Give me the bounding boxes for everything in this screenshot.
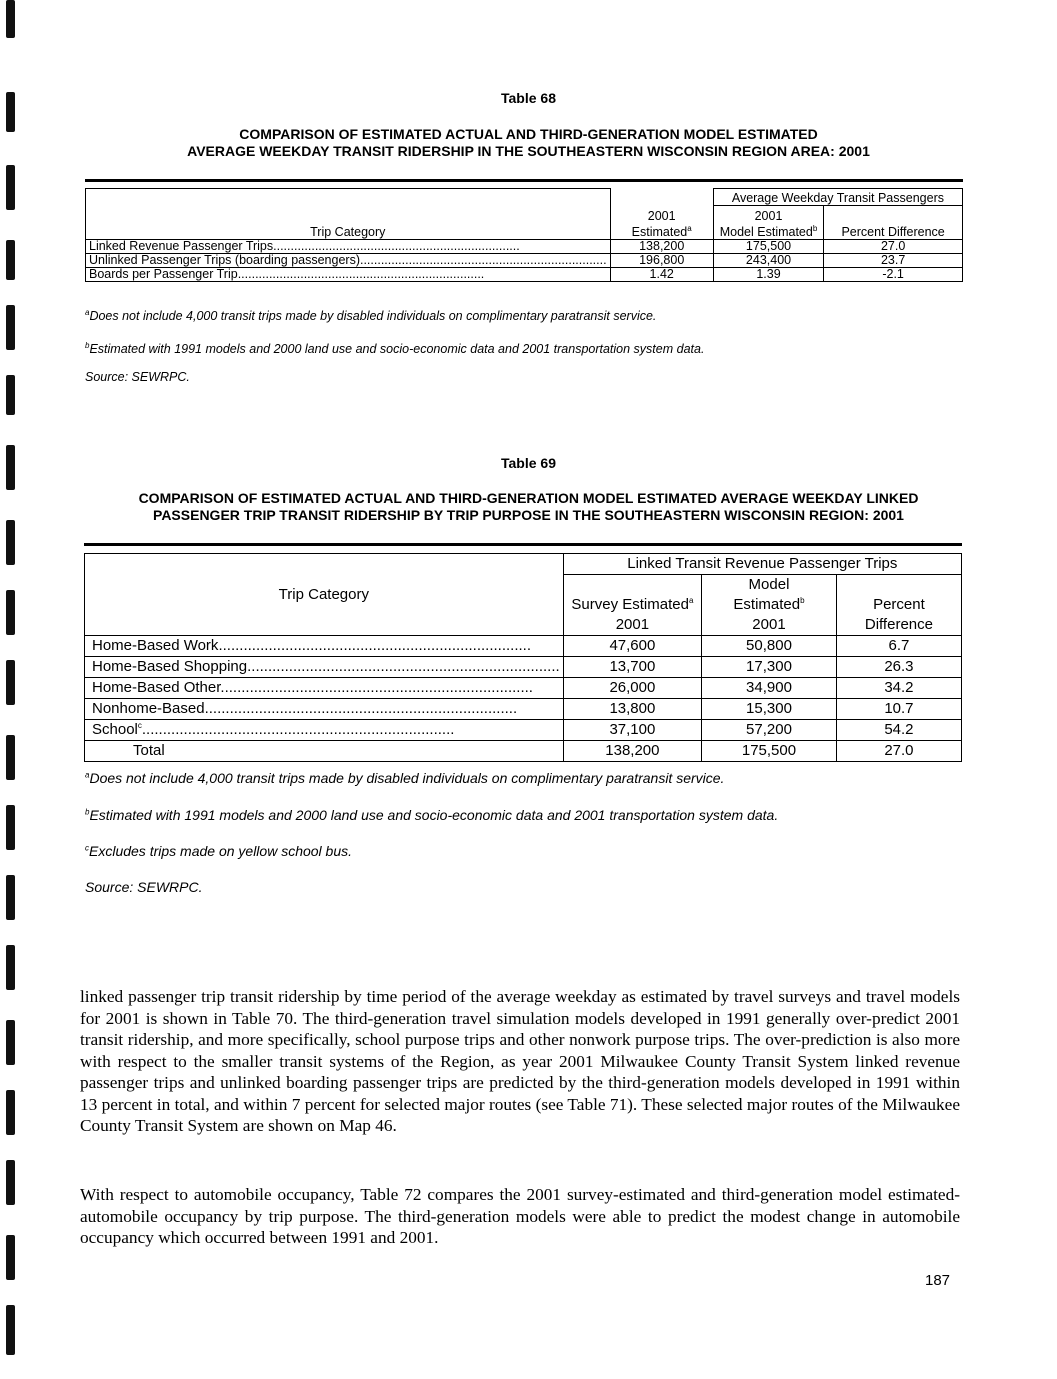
table69-cell-survey: 37,100 <box>563 720 701 741</box>
table69-note-b: $^b$Estimated with 1991 models and 2000 land use and socio-economic data and 2001 transportation system data. <box>85 807 779 823</box>
scan-mark <box>6 305 15 350</box>
table68-cell-diff: 23.7 <box>824 254 963 268</box>
table68-cell-estimated: 138,200 <box>610 240 713 254</box>
table69-row-category: Home-Based Work........................................................................... <box>85 636 564 657</box>
scan-mark <box>6 945 15 990</box>
table69-total-label: Total <box>85 741 564 762</box>
table68-cell-model: 1.39 <box>713 268 823 282</box>
table69-top-rule <box>84 543 962 546</box>
table69-header-model-top: Model <box>702 575 837 596</box>
table69-title-line2: PASSENGER TRIP TRANSIT RIDERSHIP BY TRIP PURPOSE IN THE SOUTHEASTERN WISCONSIN REGION: 2001 <box>153 507 904 523</box>
table69-cell-survey: 13,700 <box>563 657 701 678</box>
table-row <box>85 699 962 720</box>
table69-cell-model: 17,300 <box>702 657 837 678</box>
table69-row-category: Nonhome-Based........................................................................... <box>85 699 564 720</box>
table69-header-survey-year: 2001 <box>563 615 701 636</box>
table69-cell-survey: 47,600 <box>563 636 701 657</box>
table69-title <box>0 490 1057 524</box>
scan-mark <box>6 660 15 705</box>
scan-mark <box>6 520 15 565</box>
table68-header-est-year: 2001 <box>610 206 713 223</box>
table69-group-header: Linked Transit Revenue Passenger Trips <box>563 554 961 575</box>
table69-cell-model: 50,800 <box>702 636 837 657</box>
table-total-row <box>85 741 962 762</box>
table69-note-c: $^c$Excludes trips made on yellow school bus. <box>85 843 353 859</box>
table69-header-diff-top: Percent <box>836 595 961 615</box>
table68-cell-model: 175,500 <box>713 240 823 254</box>
table69-cell-model: 34,900 <box>702 678 837 699</box>
table69-cell-diff: 34.2 <box>836 678 961 699</box>
table69-cell-survey: 26,000 <box>563 678 701 699</box>
table68-top-rule <box>85 179 963 182</box>
scan-mark <box>6 875 15 920</box>
table68-header-model: Model Estimated$^b$ <box>713 223 823 240</box>
table68-number: Table 68 <box>501 90 556 106</box>
table69-header-survey: Survey Estimated$^a$ <box>563 595 701 615</box>
body-paragraph-2: With respect to automobile occupancy, Table 72 compares the 2001 survey-estimated and third-generation model estimated-automobile occupancy by trip purpose. The third-generation models were able to predict the modest change in automobile occupancy which occurred between 1991 and 2001. <box>80 1185 960 1247</box>
scan-mark <box>6 1090 15 1135</box>
table69-total-survey: 138,200 <box>563 741 701 762</box>
table68-row-category: Boards per Passenger Trip....................................................................... <box>86 268 611 282</box>
table-row <box>86 254 963 268</box>
scan-mark <box>6 240 15 280</box>
page-number: 187 <box>925 1272 951 1289</box>
table68-row-category: Unlinked Passenger Trips (boarding passengers)....................................................................... <box>86 254 611 268</box>
table68-title-line2: AVERAGE WEEKDAY TRANSIT RIDERSHIP IN THE SOUTHEASTERN WISCONSIN REGION AREA: 2001 <box>187 143 870 159</box>
table68-header-category: Trip Category <box>86 189 611 240</box>
table-row <box>86 240 963 254</box>
table69-total-diff: 27.0 <box>836 741 961 762</box>
table68-header-diff: Percent Difference <box>824 223 963 240</box>
table68-header-model-year: 2001 <box>713 206 823 223</box>
table69-row-category: Home-Based Shopping........................................................................... <box>85 657 564 678</box>
table68-title <box>0 126 1057 160</box>
scan-mark <box>6 1160 15 1205</box>
body-paragraph-1: linked passenger trip transit ridership by time period of the average weekday as estimated by travel surveys and travel models for 2001 is shown in Table 70. The third-generation travel simulation models developed in 1991 generally over-predict 2001 transit ridership, and more specifically, school purpose trips and other nonwork purpose trips. The over-prediction is also more with respect to the smaller transit systems of the Region, as year 2001 Milwaukee County Transit System linked revenue passenger trips and unlinked boarding passenger trips are predicted by the third-generation models developed in 1991 within 13 percent in total, and within 7 percent for selected major routes (see Table 71). These selected major routes of the Milwaukee County Transit System are shown on Map 46. <box>80 987 960 1135</box>
scan-mark <box>6 735 15 780</box>
table68-cell-diff: 27.0 <box>824 240 963 254</box>
table69-cell-model: 15,300 <box>702 699 837 720</box>
scan-mark <box>6 590 15 635</box>
scan-mark <box>6 165 15 210</box>
table69-header-model-year: 2001 <box>702 615 837 636</box>
table68-group-header: Average Weekday Transit Passengers <box>713 189 962 206</box>
scan-mark <box>6 375 15 415</box>
table69-header-category: Trip Category <box>85 554 564 636</box>
table68-title-line1: COMPARISON OF ESTIMATED ACTUAL AND THIRD-GENERATION MODEL ESTIMATED <box>239 126 818 142</box>
scan-mark <box>6 0 15 38</box>
scan-mark <box>6 1020 15 1065</box>
table69-cell-diff: 54.2 <box>836 720 961 741</box>
table69-total-model: 175,500 <box>702 741 837 762</box>
table68-note-b: $^b$Estimated with 1991 models and 2000 land use and socio-economic data and 2001 transportation system data. <box>85 340 705 356</box>
scan-mark <box>6 1235 15 1280</box>
table69-header-diff: Difference <box>836 615 961 636</box>
table69-note-a: $^a$Does not include 4,000 transit trips made by disabled individuals on complimentary paratransit service. <box>85 770 725 786</box>
table69-title-line1: COMPARISON OF ESTIMATED ACTUAL AND THIRD-GENERATION MODEL ESTIMATED AVERAGE WEEKDAY LINKED <box>138 490 919 506</box>
table69-cell-diff: 26.3 <box>836 657 961 678</box>
table-row <box>85 657 962 678</box>
table69 <box>84 553 962 762</box>
table68-cell-diff: -2.1 <box>824 268 963 282</box>
table68-cell-estimated: 1.42 <box>610 268 713 282</box>
table69-source: Source: SEWRPC. <box>85 879 203 895</box>
table-row <box>85 720 962 741</box>
scan-mark <box>6 805 15 850</box>
table-row <box>86 268 963 282</box>
table69-cell-diff: 6.7 <box>836 636 961 657</box>
table68-row-category: Linked Revenue Passenger Trips....................................................................... <box>86 240 611 254</box>
table69-cell-diff: 10.7 <box>836 699 961 720</box>
table69-cell-survey: 13,800 <box>563 699 701 720</box>
table69-header-model: Estimated$^b$ <box>702 595 837 615</box>
table69-cell-model: 57,200 <box>702 720 837 741</box>
table68-note-a: $^a$Does not include 4,000 transit trips made by disabled individuals on complimentary paratransit service. <box>85 307 657 323</box>
table69-row-category: Home-Based Other........................................................................... <box>85 678 564 699</box>
table-row <box>85 636 962 657</box>
table68-source: Source: SEWRPC. <box>85 370 190 384</box>
scan-mark <box>6 1305 15 1355</box>
table68-cell-model: 243,400 <box>713 254 823 268</box>
table69-row-category: School$^c$........................................................................... <box>85 720 564 741</box>
table69-number: Table 69 <box>501 455 556 471</box>
table68-header-estimated: Estimated$^a$ <box>610 223 713 240</box>
table-row <box>85 678 962 699</box>
table68 <box>85 188 963 282</box>
table68-cell-estimated: 196,800 <box>610 254 713 268</box>
